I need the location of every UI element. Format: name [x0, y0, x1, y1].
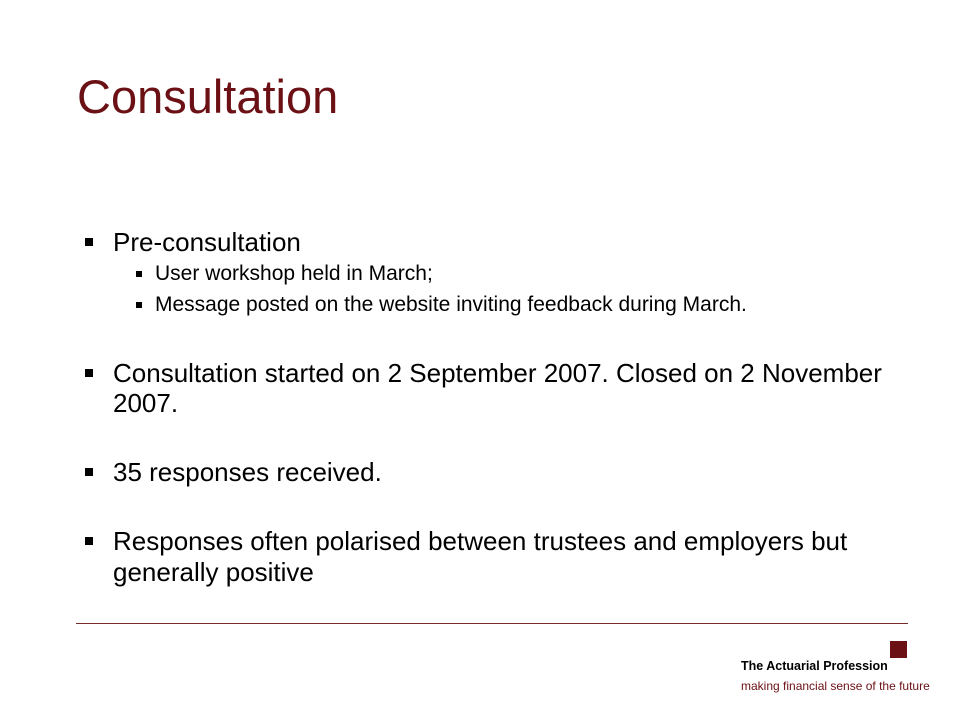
footer-divider — [76, 623, 908, 624]
bullet-square-icon — [85, 468, 93, 476]
slide-title: Consultation — [77, 70, 339, 123]
bullet-text-responses-count: 35 responses received. — [113, 457, 382, 487]
sub-bullet-square-icon — [136, 302, 142, 308]
bullet-square-icon — [85, 238, 93, 246]
organization-tagline: making financial sense of the future — [741, 679, 930, 693]
sub-bullet-text-workshop: User workshop held in March; — [155, 262, 433, 285]
organization-name: The Actuarial Profession — [741, 659, 888, 673]
bullet-square-icon — [85, 369, 93, 377]
bullet-text-responses-summary: Responses often polarised between trustees and employers but generally positive — [113, 526, 848, 587]
bullet-square-icon — [85, 537, 93, 545]
bullet-text-consultation-dates: Consultation started on 2 September 2007. Closed on 2 November 2007. — [113, 358, 882, 418]
bullet-text-pre-consultation: Pre-consultation — [113, 227, 301, 257]
sub-bullet-text-website-message: Message posted on the website inviting feedback during March. — [155, 293, 747, 316]
square-logo-icon — [890, 641, 907, 658]
sub-bullet-square-icon — [136, 271, 142, 277]
